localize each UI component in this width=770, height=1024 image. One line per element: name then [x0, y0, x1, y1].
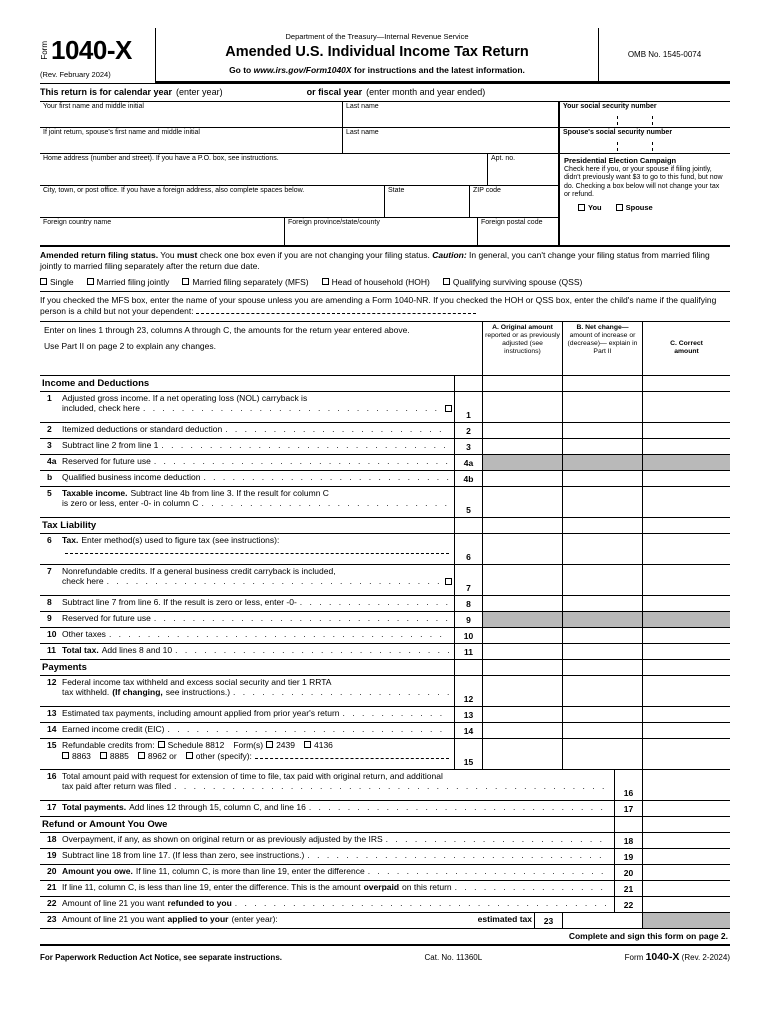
filing-status-options: [40, 277, 730, 288]
line-4b-col-c[interactable]: [642, 471, 730, 486]
column-a-header: A. Original amount reported or as previously adjusted (see instructions): [482, 322, 562, 375]
line-9-col-a-reserved: [482, 612, 562, 627]
tax-method-input[interactable]: [65, 545, 449, 554]
line-1-col-b[interactable]: [562, 392, 642, 422]
line-23-reserved-cell: [642, 913, 730, 928]
line-text: Total tax. Add lines 8 and 10 . . .: [62, 644, 452, 659]
dot-leader: [174, 781, 609, 792]
line-15-row: 15 Refundable credits from: Schedule 8812 Form(s) 2439 4136 8863 8885 8962 or other (specify): 15: [40, 739, 730, 770]
ssn-separator: [617, 142, 618, 151]
filing-status-option-single[interactable]: Single: [40, 277, 74, 288]
line-10-row: 10 Other taxes . . . 10: [40, 628, 730, 644]
line-5-row: 5 Taxable income. Subtract line 4b from line 3. If the result for column C is zero or less, enter -0- in column C . . . 5: [40, 487, 730, 518]
line-number: 14: [47, 723, 57, 734]
line-4b-row: b Qualified business income deduction . . . 4b: [40, 471, 730, 487]
line-text: If line 11, column C, is less than line 19, enter the difference. This is the amount overpaid on this return . . .: [62, 881, 612, 896]
line-13-row: 13 Estimated tax payments, including amount applied from prior year's return . . . 13: [40, 707, 730, 723]
line-22-row: 22 Amount of line 21 you want refunded to you . . . 22: [40, 897, 730, 913]
line-4b-col-a[interactable]: [482, 471, 562, 486]
line-number: 16: [47, 770, 57, 781]
line-12-col-b[interactable]: [562, 676, 642, 706]
fiscal-year-label: or fiscal year: [306, 87, 363, 98]
line-4a-col-c-reserved: [642, 455, 730, 470]
line-15-col-c[interactable]: [642, 739, 730, 769]
dot-leader: [309, 802, 609, 813]
line-text: Reserved for future use . . .: [62, 455, 452, 470]
nol-checkbox[interactable]: [445, 405, 452, 412]
line-6-row: 6 Tax. Enter method(s) used to figure tax (see instructions): 6: [40, 534, 730, 565]
line-3-col-a[interactable]: [482, 439, 562, 454]
filing-status-option-mfs[interactable]: Married filing separately (MFS): [182, 277, 308, 288]
line-22-amount[interactable]: [642, 897, 730, 912]
line-12-col-a[interactable]: [482, 676, 562, 706]
line-text: Total payments. Add lines 12 through 15, column C, and line 16 . . .: [62, 801, 612, 816]
dot-leader: [107, 576, 439, 587]
line-8-col-b[interactable]: [562, 596, 642, 611]
dot-leader: [168, 724, 449, 735]
irs-url-link[interactable]: www.irs.gov/Form1040X: [253, 64, 352, 75]
line-number: b: [47, 471, 53, 482]
line-14-col-a[interactable]: [482, 723, 562, 738]
foreign-postal-input[interactable]: Foreign postal code: [481, 219, 543, 227]
home-address-input[interactable]: Home address (number and street). If you have a P.O. box, see instructions.: [40, 154, 488, 185]
line-21-row: 21 If line 11, column C, is less than line 19, enter the difference. This is the amount overpaid on this return . . . 21: [40, 881, 730, 897]
line-23-amount[interactable]: [562, 913, 642, 928]
foreign-province-input[interactable]: Foreign province/state/county: [285, 218, 478, 245]
fiscal-year-input[interactable]: [489, 88, 730, 98]
line-12-row: 12 Federal income tax withheld and excess social security and tier 1 RRTA tax withheld. (If changing, see instructions.) . . . 12: [40, 676, 730, 707]
calendar-year-note: (enter year): [176, 87, 223, 98]
line-15-col-a[interactable]: [482, 739, 562, 769]
line-11-col-c[interactable]: [642, 644, 730, 659]
last-name-input[interactable]: Last name: [346, 103, 379, 111]
calendar-year-input[interactable]: [227, 88, 267, 98]
line-4a-col-b-reserved: [562, 455, 642, 470]
section-income-deductions-header: Income and Deductions: [40, 376, 730, 392]
mfj-checkbox[interactable]: [87, 278, 94, 285]
line-number: 3: [47, 439, 52, 450]
line-number: 12: [47, 676, 57, 687]
line-text: Earned income credit (EIC) . . .: [62, 723, 452, 738]
dot-leader: [154, 613, 449, 624]
paperwork-notice: For Paperwork Reduction Act Notice, see separate instructions.: [40, 953, 282, 963]
line-7-col-a[interactable]: [482, 565, 562, 595]
line-number: 18: [47, 833, 57, 844]
catalog-number: Cat. No. 11360L: [424, 953, 483, 963]
footer-form-id: Form 1040-X (Rev. 2-2024): [624, 951, 730, 964]
line-4b-col-b[interactable]: [562, 471, 642, 486]
other-specify-input[interactable]: [255, 750, 449, 759]
filing-status-section: [40, 247, 730, 292]
line-number: 7: [47, 565, 52, 576]
line-text: Taxable income. Subtract line 4b from line 3. If the result for column C is zero or less, enter -0- in column C . . .: [62, 487, 452, 517]
line-number: 6: [47, 534, 52, 545]
dot-leader: [300, 597, 449, 608]
table-intro-2: Use Part II on page 2 to explain any changes.: [44, 341, 217, 352]
line-text: Nonrefundable credits. If a general business credit carryback is included, check here . . .: [62, 565, 452, 595]
dot-leader: [225, 424, 449, 435]
line-text: Reserved for future use . . .: [62, 612, 452, 627]
state-input[interactable]: State: [385, 186, 470, 217]
form-word: Form: [40, 40, 49, 60]
you-checkbox[interactable]: [578, 204, 585, 211]
dot-leader: [368, 866, 609, 877]
line-text: Federal income tax withheld and excess social security and tier 1 RRTA tax withheld. (If changing, see instructions.) . . .: [62, 676, 452, 706]
line-11-col-b[interactable]: [562, 644, 642, 659]
zip-input[interactable]: ZIP code: [473, 187, 501, 195]
fiscal-year-note: (enter month and year ended): [366, 87, 486, 98]
mfs-note: If you checked the MFS box, enter the name of your spouse unless you are amending a Form 1040-NR. If you checked the HOH or QSS box, enter the child's name if the qualifying person is a child but not your dependent:: [40, 295, 717, 316]
ssn-entry-area[interactable]: [563, 113, 727, 125]
hoh-checkbox[interactable]: [322, 278, 329, 285]
line-14-row: 14 Earned income credit (EIC) . . . 14: [40, 723, 730, 739]
line-text: Adjusted gross income. If a net operating loss (NOL) carryback is included, check here . . .: [62, 392, 452, 422]
line-number: 22: [47, 897, 57, 908]
line-6-col-b[interactable]: [562, 534, 642, 564]
line-2-col-b[interactable]: [562, 423, 642, 438]
line-13-col-b[interactable]: [562, 707, 642, 722]
filing-status-option-mfj[interactable]: Married filing jointly: [87, 277, 170, 288]
line-2-col-c[interactable]: [642, 423, 730, 438]
section-refund-header: Refund or Amount You Owe: [40, 817, 730, 833]
line-21-amount[interactable]: [642, 881, 730, 896]
line-number: 19: [47, 849, 57, 860]
other-credit-checkbox[interactable]: [186, 752, 193, 759]
table-intro: Enter on lines 1 through 23, columns A through C, the amounts for the return year entered above.: [44, 324, 410, 335]
form-title-block: [156, 28, 598, 84]
line-text: Overpayment, if any, as shown on original return or as previously adjusted by the IRS . . .: [62, 833, 612, 848]
line-text: Subtract line 18 from line 17. (If less than zero, see instructions.) . . .: [62, 849, 612, 864]
line-16-amount[interactable]: [642, 770, 730, 800]
line-9-col-b-reserved: [562, 612, 642, 627]
line-number: 11: [47, 644, 56, 655]
line-number: 2: [47, 423, 52, 434]
line-2-col-a[interactable]: [482, 423, 562, 438]
dot-leader: [343, 708, 449, 719]
campaign-spouse-option[interactable]: Spouse: [616, 203, 653, 212]
form-8885-checkbox[interactable]: [100, 752, 107, 759]
line-19-row: 19 Subtract line 18 from line 17. (If less than zero, see instructions.) . . . 19: [40, 849, 730, 865]
form-2439-checkbox[interactable]: [266, 741, 273, 748]
form-number: 1040-X: [51, 35, 132, 65]
line-13-col-a[interactable]: [482, 707, 562, 722]
city-row: [40, 186, 558, 218]
presidential-campaign-box: [560, 154, 730, 245]
spouse-ssn-input[interactable]: Spouse's social security number: [560, 128, 730, 154]
filing-status-option-hoh[interactable]: Head of household (HOH): [322, 277, 430, 288]
dot-leader: [202, 498, 449, 509]
line-14-col-b[interactable]: [562, 723, 642, 738]
form-8863-checkbox[interactable]: [62, 752, 69, 759]
omb-number: OMB No. 1545-0074: [627, 49, 702, 59]
line-number: 1: [47, 392, 52, 403]
dot-leader: [161, 440, 449, 451]
spouse-name-row: [40, 128, 558, 154]
line-9-col-c-reserved: [642, 612, 730, 627]
dot-leader: [175, 645, 449, 656]
line-number: 21: [47, 881, 57, 892]
line-number: 23: [47, 913, 57, 924]
line-2-row: 2 Itemized deductions or standard deduction . . . 2: [40, 423, 730, 439]
page-footer: [40, 946, 730, 964]
line-7-col-b[interactable]: [562, 565, 642, 595]
qss-checkbox[interactable]: [443, 278, 450, 285]
line-number: 10: [47, 628, 57, 639]
your-ssn-input[interactable]: Your social security number: [560, 102, 730, 128]
ssn-separator: [652, 116, 653, 125]
name-row: [40, 102, 558, 128]
line-12-col-c[interactable]: [642, 676, 730, 706]
dot-leader: [203, 472, 449, 483]
line-text: Refundable credits from: Schedule 8812 Form(s) 2439 4136 8863 8885 8962 or other (specify):: [62, 739, 452, 769]
schedule-8812-checkbox[interactable]: [158, 741, 165, 748]
line-14-col-c[interactable]: [642, 723, 730, 738]
line-number: 13: [47, 707, 57, 718]
line-text: Amount of line 21 you want applied to your (enter year): estimated tax: [62, 913, 532, 924]
line-23-row: 23 Amount of line 21 you want applied to your (enter year): estimated tax 23: [40, 913, 730, 929]
line-1-col-a[interactable]: [482, 392, 562, 422]
line-text: Estimated tax payments, including amount applied from prior year's return . . .: [62, 707, 452, 722]
line-4a-col-a-reserved: [482, 455, 562, 470]
section-payments-header: Payments: [40, 660, 730, 676]
line-13-col-c[interactable]: [642, 707, 730, 722]
line-4a-row: 4a Reserved for future use . . . 4a: [40, 455, 730, 471]
line-8-col-c[interactable]: [642, 596, 730, 611]
line-text: Total amount paid with request for extension of time to file, tax paid with original return, and additional tax paid after return was filed . . .: [62, 770, 612, 800]
campaign-title: Presidential Election Campaign: [564, 156, 677, 166]
line-20-amount[interactable]: [642, 865, 730, 880]
line-16-row: 16 Total amount paid with request for extension of time to file, tax paid with original return, and additional tax paid after return was filed . . . 16: [40, 770, 730, 801]
first-name-input[interactable]: Your first name and middle initial: [40, 102, 343, 127]
amounts-table: [40, 321, 730, 929]
qualifying-name-input[interactable]: [196, 306, 476, 314]
dot-leader: [386, 834, 609, 845]
line-5-col-c[interactable]: [642, 487, 730, 517]
spouse-first-name-input[interactable]: If joint return, spouse's first name and middle initial: [40, 128, 343, 153]
business-credit-carryback-checkbox[interactable]: [445, 578, 452, 585]
line-11-row: 11 Total tax. Add lines 8 and 10 . . . 11: [40, 644, 730, 660]
form-8962-checkbox[interactable]: [138, 752, 145, 759]
instructions-line: Go to www.irs.gov/Form1040X for instructions and the latest information.: [229, 64, 525, 75]
line-3-col-b[interactable]: [562, 439, 642, 454]
line-20-row: 20 Amount you owe. If line 11, column C, is more than line 19, enter the difference . . . 20: [40, 865, 730, 881]
table-header-row: [40, 322, 730, 376]
line-6-col-a[interactable]: [482, 534, 562, 564]
apt-no-input[interactable]: Apt. no.: [491, 155, 516, 163]
line-18-row: 18 Overpayment, if any, as shown on original return or as previously adjusted by the IRS . . . 18: [40, 833, 730, 849]
line-text: Subtract line 2 from line 1 . . .: [62, 439, 452, 454]
dot-leader: [233, 687, 449, 698]
dot-leader: [143, 403, 439, 414]
line-10-col-c[interactable]: [642, 628, 730, 643]
line-number: 20: [47, 865, 57, 876]
line-text: Tax. Enter method(s) used to figure tax (see instructions):: [62, 534, 452, 564]
line-text: Subtract line 7 from line 6. If the result is zero or less, enter -0- . . .: [62, 596, 452, 611]
line-3-row: 3 Subtract line 2 from line 1 . . . 3: [40, 439, 730, 455]
line-7-col-c[interactable]: [642, 565, 730, 595]
dot-leader: [235, 898, 609, 909]
line-1-row: 1 Adjusted gross income. If a net operating loss (NOL) carryback is included, check here . . . 1: [40, 392, 730, 423]
mfs-checkbox[interactable]: [182, 278, 189, 285]
line-18-amount[interactable]: [642, 833, 730, 848]
line-number: 5: [47, 487, 52, 498]
line-17-row: 17 Total payments. Add lines 12 through 15, column C, and line 16 . . . 17: [40, 801, 730, 817]
single-checkbox[interactable]: [40, 278, 47, 285]
home-address-row: [40, 154, 558, 186]
year-row: [40, 84, 730, 102]
foreign-address-row: [40, 218, 558, 245]
dot-leader: [455, 882, 609, 893]
column-c-header: C. Correct amount: [642, 322, 730, 375]
line-8-row: 8 Subtract line 7 from line 6. If the result is zero or less, enter -0- . . . 8: [40, 596, 730, 612]
identity-section: [40, 102, 730, 247]
line-17-amount[interactable]: [642, 801, 730, 816]
spouse-last-name-input[interactable]: Last name: [346, 129, 379, 137]
form-id-block: [40, 28, 156, 84]
line-8-col-a[interactable]: [482, 596, 562, 611]
line-5-col-a[interactable]: [482, 487, 562, 517]
form-header: [40, 28, 730, 84]
line-number: 17: [47, 801, 57, 812]
foreign-country-input[interactable]: Foreign country name: [40, 218, 285, 245]
campaign-body: Check here if you, or your spouse if filing jointly, didn't previously want $3 to go to this fund, but now do. Checking a box below will not change your tax or refund.: [564, 165, 723, 199]
line-7-row: 7 Nonrefundable credits. If a general business credit carryback is included, check here . . . 7: [40, 565, 730, 596]
ssn-separator: [652, 142, 653, 151]
department-line: Department of the Treasury—Internal Revenue Service: [285, 32, 469, 41]
line-19-amount[interactable]: [642, 849, 730, 864]
line-11-col-a[interactable]: [482, 644, 562, 659]
line-6-col-c[interactable]: [642, 534, 730, 564]
ssn-separator: [617, 116, 618, 125]
ssn-entry-area[interactable]: [563, 139, 727, 151]
line-1-col-c[interactable]: [642, 392, 730, 422]
line-number: 4a: [47, 455, 57, 466]
calendar-year-label: This return is for calendar year: [40, 87, 173, 98]
line-number: 9: [47, 612, 52, 623]
complete-sign-note: Complete and sign this form on page 2.: [40, 929, 730, 947]
city-input[interactable]: City, town, or post office. If you have a foreign address, also complete spaces below.: [40, 186, 385, 217]
line-5-col-b[interactable]: [562, 487, 642, 517]
line-text: Other taxes . . .: [62, 628, 452, 643]
line-10-col-a[interactable]: [482, 628, 562, 643]
line-number: 15: [47, 739, 57, 750]
form-revision: (Rev. February 2024): [40, 69, 111, 79]
line-15-col-b[interactable]: [562, 739, 642, 769]
column-b-header: B. Net change— amount of increase or (decrease)— explain in Part II: [562, 322, 642, 375]
line-10-col-b[interactable]: [562, 628, 642, 643]
form-4136-checkbox[interactable]: [304, 741, 311, 748]
page-title: Amended U.S. Individual Income Tax Return: [225, 44, 529, 61]
dot-leader: [109, 629, 449, 640]
line-text: Amount of line 21 you want refunded to you . . .: [62, 897, 612, 912]
line-text: Qualified business income deduction . . .: [62, 471, 452, 486]
line-9-row: 9 Reserved for future use . . . 9: [40, 612, 730, 628]
line-text: Itemized deductions or standard deduction . . .: [62, 423, 452, 438]
line-3-col-c[interactable]: [642, 439, 730, 454]
line-text: Amount you owe. If line 11, column C, is more than line 19, enter the difference . . .: [62, 865, 612, 880]
section-tax-liability-header: Tax Liability: [40, 518, 730, 534]
dot-leader: [307, 850, 609, 861]
filing-status-text: Amended return filing status. You must check one box even if you are not changing your filing status. Caution: In general, you can't change your filing status from married filing jointly to married filing separately after the return due date.: [40, 250, 710, 271]
campaign-you-option[interactable]: You: [578, 203, 602, 212]
dot-leader: [154, 456, 449, 467]
filing-status-option-qss[interactable]: Qualifying surviving spouse (QSS): [443, 277, 582, 288]
line-number: 8: [47, 596, 52, 607]
spouse-checkbox[interactable]: [616, 204, 623, 211]
